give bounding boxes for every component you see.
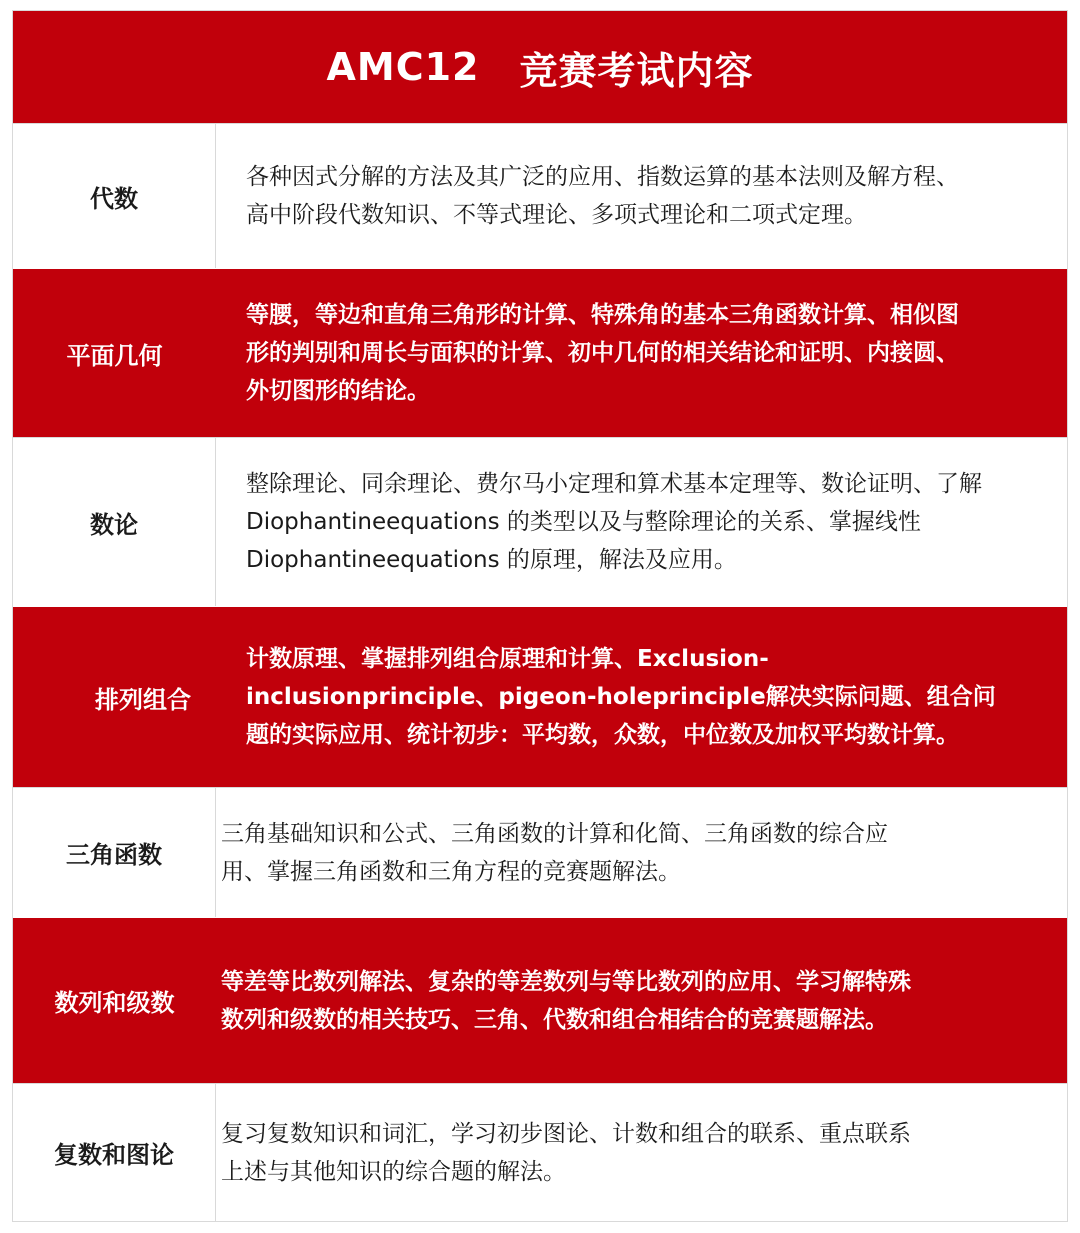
row-label: 排列组合 (95, 685, 191, 714)
table-row-combinatorics (13, 606, 1067, 787)
row-label: 数论 (13, 438, 216, 606)
row-label: 平面几何 (66, 341, 163, 370)
row-content: 等腰，等边和直角三角形的计算、特殊角的基本三角函数计算、相似图形的判别和周长与面积的计算、初中几何的相关结论和证明、内接圆、外切图形的结论。 (246, 302, 959, 404)
table-row-plane-geometry (13, 268, 1067, 437)
row-label: 数列和级数 (54, 989, 175, 1017)
table-row-trigonometry (13, 787, 1067, 917)
row-content: 复习复数知识和词汇，学习初步图论、计数和组合的联系、重点联系上述与其他知识的综合题的解法。 (221, 1120, 911, 1185)
table-row-complex-graph-theory (13, 1083, 1067, 1221)
row-label: 复数和图论 (13, 1084, 216, 1221)
title-main: AMC12 (326, 45, 480, 89)
row-content: 整除理论、同余理论、费尔马小定理和算术基本定理等、数论证明、了解Diophantineequations 的类型以及与整除理论的关系、掌握线性Diophantineequations 的原理，解法及应用。 (246, 471, 982, 573)
title-sub: 竞赛考试内容 (519, 48, 754, 93)
table-row-algebra (13, 123, 1067, 268)
row-content: 三角基础知识和公式、三角函数的计算和化简、三角函数的综合应用、掌握三角函数和三角方程的竞赛题解法。 (221, 820, 888, 885)
row-content: 计数原理、掌握排列组合原理和计算、Exclusion-inclusionprinciple、pigeon-holeprinciple解决实际问题、组合问题的实际应用、统计初步：平均数，众数，中位数及加权平均数计算。 (246, 646, 996, 748)
table-row-sequences-series (13, 917, 1067, 1083)
row-label: 代数 (13, 124, 216, 268)
row-content: 等差等比数列解法、复杂的等差数列与等比数列的应用、学习解特殊数列和级数的相关技巧、三角、代数和组合相结合的竞赛题解法。 (221, 968, 911, 1033)
content-table (12, 10, 1068, 1222)
row-label: 三角函数 (13, 788, 216, 917)
table-row-number-theory (13, 437, 1067, 606)
table-title (13, 11, 1067, 123)
row-content: 各种因式分解的方法及其广泛的应用、指数运算的基本法则及解方程、高中阶段代数知识、不等式理论、多项式理论和二项式定理。 (246, 164, 959, 228)
